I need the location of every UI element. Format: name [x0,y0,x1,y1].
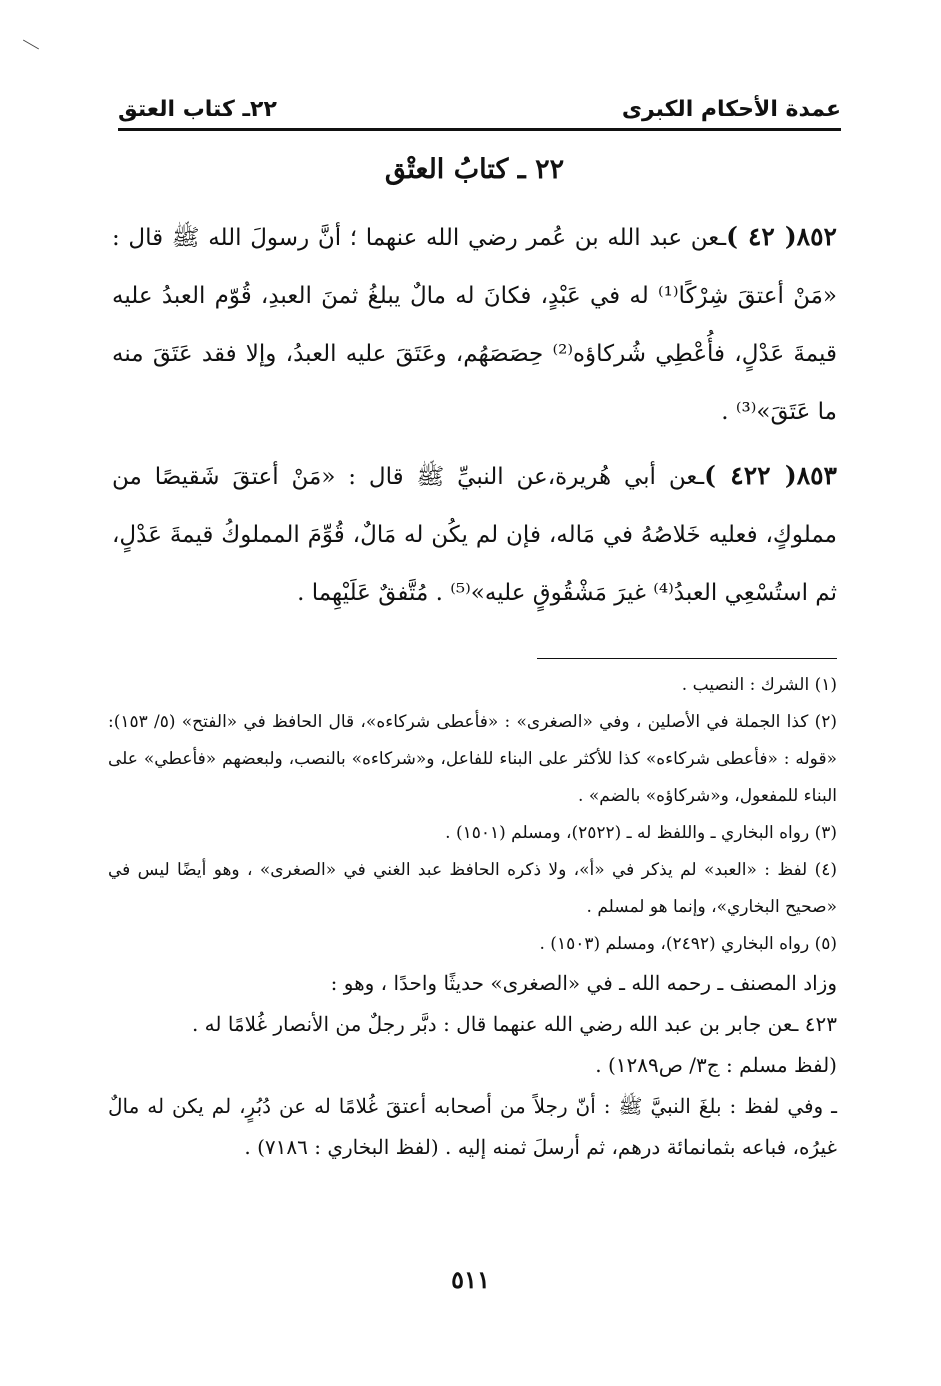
book-title: عمدة الأحكام الكبرى [621,97,841,122]
chapter-reference: ٢٢ـ كتاب العتق [118,97,277,122]
hadith-852 [112,208,837,441]
footnote-divider [537,658,837,659]
footnote-2: (٢) كذا الجملة في الأصلين ، وفي «الصغرى» : «فأعطى شركاءه»، قال الحافظ في «الفتح» (٥/ ١٥٣): «قوله : «فأعطى شركاءه» كذا للأكثر على البناء للفاعل، و«شركاءه» بالنصب، ولبعضهم «فأعطي» على البناء للمفعول، و«شركاؤه» بالضم» . [108,712,837,806]
running-header [118,82,841,131]
footnote-4: (٤) لفظ : «العبد» لم يذكر في «أ»، ولا ذكره الحافظ عبد الغني في «الصغرى» ، وهو أيضًا ليس في «صحيح البخاري»، وإنما هو لمسلم . [108,860,837,917]
footnote-1: (١) الشرك : النصيب . [681,675,837,695]
hadith-423: ٤٢٣ ـعن جابر بن عبد الله رضي الله عنهما قال : دبَّر رجلٌ من الأنصار غُلامًا له . [191,1012,837,1036]
footnote-5: (٥) رواه البخاري (٢٤٩٢)، ومسلم (١٥٠٣) . [539,934,837,954]
footnote-3: (٣) رواه البخاري ـ واللفظ له ـ (٢٥٢٢)، ومسلم (١٥٠١) . [445,823,837,843]
addition-intro: وزاد المصنف ـ رحمه الله ـ في «الصغرى» حديثًا واحدًا ، وهو : [330,971,837,995]
hadith-text: ـعن أبي هُريرة،عن النبيِّ ﷺ قال : «مَنْ أعتقَ شَقيصًا من مملوكٍ، فعليه خَلاصُهُ في مَاله، فإن لم يكُن له مَالٌ، قُوِّمَ المملوكُ قيمةَ عَدْلٍ، ثم استُسْعِي العبدُ⁽⁴⁾ غيرَ مَشْقُوقٍ عليه»⁽⁵⁾ . مُتَّفقٌ عَلَيْهِما . [112,464,837,606]
hadith-number: ٨٥٣( ٤٢٢ ) [704,461,837,490]
bukhari-wording: ـ وفي لفظ : بلغَ النبيَّ ﷺ : أنّ رجلاً من أصحابه أعتقَ غُلامًا له عن دُبُرٍ، لم يكن له مالٌ غيرُه، فباعه بثمانمائة درهم، ثم أرسلَ ثمنه إليه . (لفظ البخاري : ٧١٨٦) . [108,1094,838,1159]
page-number: ٥١١ [451,1265,490,1294]
hadith-number: ٨٥٢( ٤٢ ) [726,222,837,251]
chapter-title: ٢٢ ـ كتابُ العتْق [384,154,565,185]
scan-mark [23,40,39,50]
footnotes-section [108,658,837,1168]
hadith-text: ـعن عبد الله بن عُمر رضي الله عنهما ؛ أنَّ رسولَ الله ﷺ قال : «مَنْ أعتقَ شِرْكًا⁽¹⁾ له في عَبْدٍ، فكانَ له مالٌ يبلغُ ثمنَ العبدِ، قُوّم العبدُ عليه قيمةَ عَدْلٍ، فأُعْطِي شُركاؤه⁽²⁾ حِصَصَهُم، وعَتَقَ عليه العبدُ، وإلا فقد عَتَقَ منه ما عَتَقَ»⁽³⁾ . [112,225,837,425]
hadith-853 [112,447,837,622]
main-text [112,150,837,628]
muslim-wording-ref: (لفظ مسلم : ج٣/ ص١٢٨٩) . [595,1053,837,1077]
